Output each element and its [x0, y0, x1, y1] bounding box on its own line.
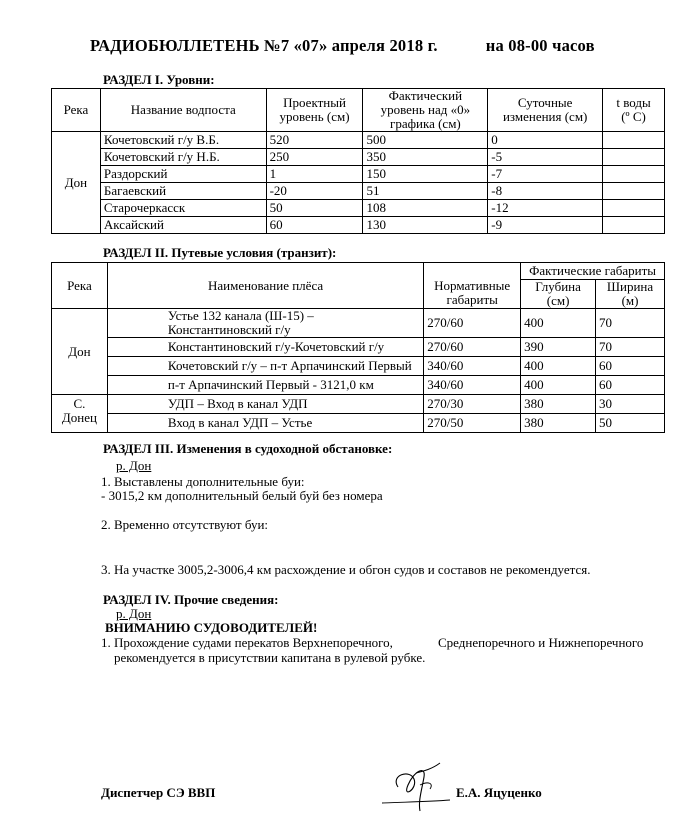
normative-dimensions: 340/60 [424, 357, 521, 376]
table-row [52, 395, 665, 414]
section3-river: р. Дон [116, 458, 152, 473]
section4-river: р. Дон [116, 606, 152, 621]
water-temp [603, 200, 665, 217]
header-river: Река [52, 263, 108, 309]
section4-item1-part3: рекомендуется в присутствии капитана в рулевой рубке. [114, 650, 426, 665]
daily-change: -5 [488, 149, 603, 166]
header-post: Название водпоста [100, 89, 266, 132]
reach-name: Константиновский г/у-Кочетовский г/у [107, 338, 423, 357]
section3-item1: 1. Выставлены дополнительные буи: [101, 474, 305, 489]
levels-table [51, 88, 665, 234]
actual-width: 30 [596, 395, 665, 414]
section3-item2: 2. Временно отсутствуют буи: [101, 517, 269, 532]
header-actual-level: Фактический уровень над «0» графика (см) [363, 89, 488, 132]
normative-dimensions: 270/30 [424, 395, 521, 414]
design-level: 520 [266, 132, 363, 149]
actual-width: 60 [596, 357, 665, 376]
actual-width: 50 [596, 414, 665, 433]
reach-name: п-т Арпачинский Первый - 3121,0 км [107, 376, 423, 395]
table-row [52, 132, 665, 149]
bulletin-title [90, 36, 595, 56]
table-row [52, 183, 665, 200]
design-level: 250 [266, 149, 363, 166]
header-daily-change: Суточные изменения (см) [488, 89, 603, 132]
header-reach: Наименование плёса [107, 263, 423, 309]
actual-level: 108 [363, 200, 488, 217]
header-river: Река [52, 89, 101, 132]
post-name: Раздорский [100, 166, 266, 183]
section4-title: РАЗДЕЛ IV. Прочие сведения: [103, 592, 279, 607]
post-name: Кочетовский г/у В.Б. [100, 132, 266, 149]
actual-level: 130 [363, 217, 488, 234]
section3-item1-detail: - 3015,2 км дополнительный белый буй без номера [101, 488, 383, 503]
table-row [52, 200, 665, 217]
design-level: 60 [266, 217, 363, 234]
reach-name: Вход в канал УДП – Устье [107, 414, 423, 433]
reach-name: Кочетовский г/у – п-т Арпачинский Первый [107, 357, 423, 376]
dispatcher-name: Е.А. Яцуценко [456, 785, 542, 800]
design-level: -20 [266, 183, 363, 200]
water-temp [603, 149, 665, 166]
actual-level: 150 [363, 166, 488, 183]
table-row [52, 376, 665, 395]
section3-item3: 3. На участке 3005,2-3006,4 км расхождение и обгон судов и составов не рекомендуется. [101, 562, 591, 577]
signature-icon [380, 755, 450, 815]
post-name: Аксайский [100, 217, 266, 234]
daily-change: -8 [488, 183, 603, 200]
normative-dimensions: 270/60 [424, 338, 521, 357]
dispatcher-position: Диспетчер СЭ ВВП [101, 785, 216, 800]
table-row [52, 338, 665, 357]
actual-level: 51 [363, 183, 488, 200]
table-row [52, 357, 665, 376]
header-width: Ширина (м) [596, 280, 665, 309]
header-water-temp: t воды (º С) [603, 89, 665, 132]
water-temp [603, 166, 665, 183]
daily-change: -9 [488, 217, 603, 234]
actual-width: 60 [596, 376, 665, 395]
transit-header-row [52, 263, 665, 280]
section1-title: РАЗДЕЛ I. Уровни: [103, 72, 215, 87]
table-row [52, 166, 665, 183]
table-row [52, 414, 665, 433]
bulletin-number-date: РАДИОБЮЛЛЕТЕНЬ №7 «07» апреля 2018 г. [90, 36, 438, 55]
daily-change: -7 [488, 166, 603, 183]
section3-title: РАЗДЕЛ III. Изменения в судоходной обстановке: [103, 441, 393, 456]
water-temp [603, 132, 665, 149]
bulletin-time: на 08-00 часов [485, 36, 595, 55]
actual-depth: 400 [521, 357, 596, 376]
design-level: 50 [266, 200, 363, 217]
river-name: С. Донец [52, 395, 108, 433]
actual-depth: 380 [521, 395, 596, 414]
river-name: Дон [52, 309, 108, 395]
post-name: Кочетовский г/у Н.Б. [100, 149, 266, 166]
header-design-level: Проектный уровень (см) [266, 89, 363, 132]
attention-heading: ВНИМАНИЮ СУДОВОДИТЕЛЕЙ! [105, 620, 318, 635]
header-depth: Глубина (см) [521, 280, 596, 309]
section2-title: РАЗДЕЛ II. Путевые условия (транзит): [103, 245, 337, 260]
actual-width: 70 [596, 309, 665, 338]
actual-depth: 400 [521, 309, 596, 338]
actual-depth: 390 [521, 338, 596, 357]
reach-name: Устье 132 канала (Ш-15) – Константиновский г/у [107, 309, 423, 338]
post-name: Старочеркасск [100, 200, 266, 217]
water-temp [603, 183, 665, 200]
normative-dimensions: 270/60 [424, 309, 521, 338]
header-normative: Нормативные габариты [424, 263, 521, 309]
table-row [52, 217, 665, 234]
normative-dimensions: 340/60 [424, 376, 521, 395]
actual-depth: 380 [521, 414, 596, 433]
post-name: Багаевский [100, 183, 266, 200]
design-level: 1 [266, 166, 363, 183]
levels-header-row [52, 89, 665, 132]
table-row [52, 309, 665, 338]
daily-change: -12 [488, 200, 603, 217]
normative-dimensions: 270/50 [424, 414, 521, 433]
table-row [52, 149, 665, 166]
water-temp [603, 217, 665, 234]
actual-depth: 400 [521, 376, 596, 395]
reach-name: УДП – Вход в канал УДП [107, 395, 423, 414]
daily-change: 0 [488, 132, 603, 149]
header-actual-dimensions: Фактические габариты [521, 263, 665, 280]
transit-table [51, 262, 665, 433]
actual-width: 70 [596, 338, 665, 357]
actual-level: 500 [363, 132, 488, 149]
river-name: Дон [52, 132, 101, 234]
actual-level: 350 [363, 149, 488, 166]
section4-item1-part2: Среднепоречного и Нижнепоречного [438, 635, 644, 650]
section4-item1-part1: 1. Прохождение судами перекатов Верхнепоречного, [101, 635, 393, 650]
